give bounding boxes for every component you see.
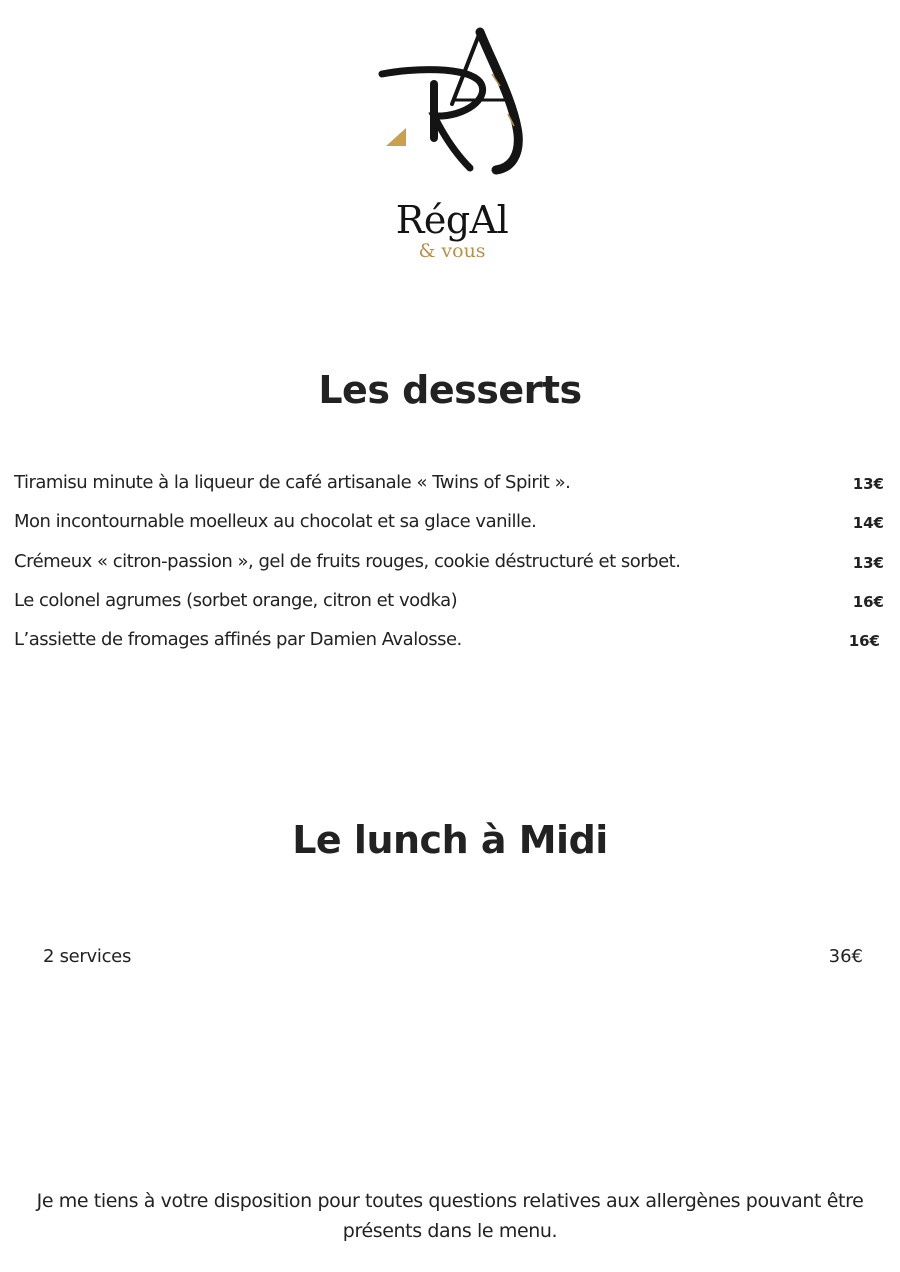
brand-name: RégAl <box>395 198 509 242</box>
dessert-description: Crémeux « citron-passion », gel de fruits rouges, cookie déstructuré et sorbet. <box>14 550 681 572</box>
logo-monogram-icon <box>372 22 532 202</box>
dessert-price: 13€ <box>852 475 884 493</box>
dessert-price: 16€ <box>852 592 884 611</box>
lunch-item <box>43 944 863 972</box>
dessert-description: L’assiette de fromages affinés par Damien Avalosse. <box>14 629 462 651</box>
dessert-price: 14€ <box>852 514 884 533</box>
dessert-price: 13€ <box>852 553 884 572</box>
brand-tagline: & vous <box>418 240 486 262</box>
dessert-item-tiramisu <box>14 470 886 509</box>
desserts-list <box>14 470 886 666</box>
dessert-description: Le colonel agrumes (sorbet orange, citron et vodka) <box>14 589 458 611</box>
lunch-price: 36€ <box>828 946 863 967</box>
dessert-item-moelleux <box>14 509 886 548</box>
lunch-description: 2 services <box>43 946 132 967</box>
lunch-title: Le lunch à Midi <box>292 818 608 862</box>
desserts-title: Les desserts <box>318 368 582 412</box>
dessert-item-fromages <box>14 627 886 666</box>
dessert-description: Tiramisu minute à la liqueur de café artisanale « Twins of Spirit ». <box>14 472 571 493</box>
allergen-note: Je me tiens à votre disposition pour toutes questions relatives aux allergènes pouvant être présents dans le menu. <box>36 1190 864 1242</box>
dessert-item-colonel <box>14 588 886 627</box>
restaurant-logo <box>372 22 532 262</box>
dessert-price: 16€ <box>848 632 880 651</box>
dessert-description: Mon incontournable moelleux au chocolat et sa glace vanille. <box>14 511 537 533</box>
dessert-item-cremeux <box>14 549 886 588</box>
